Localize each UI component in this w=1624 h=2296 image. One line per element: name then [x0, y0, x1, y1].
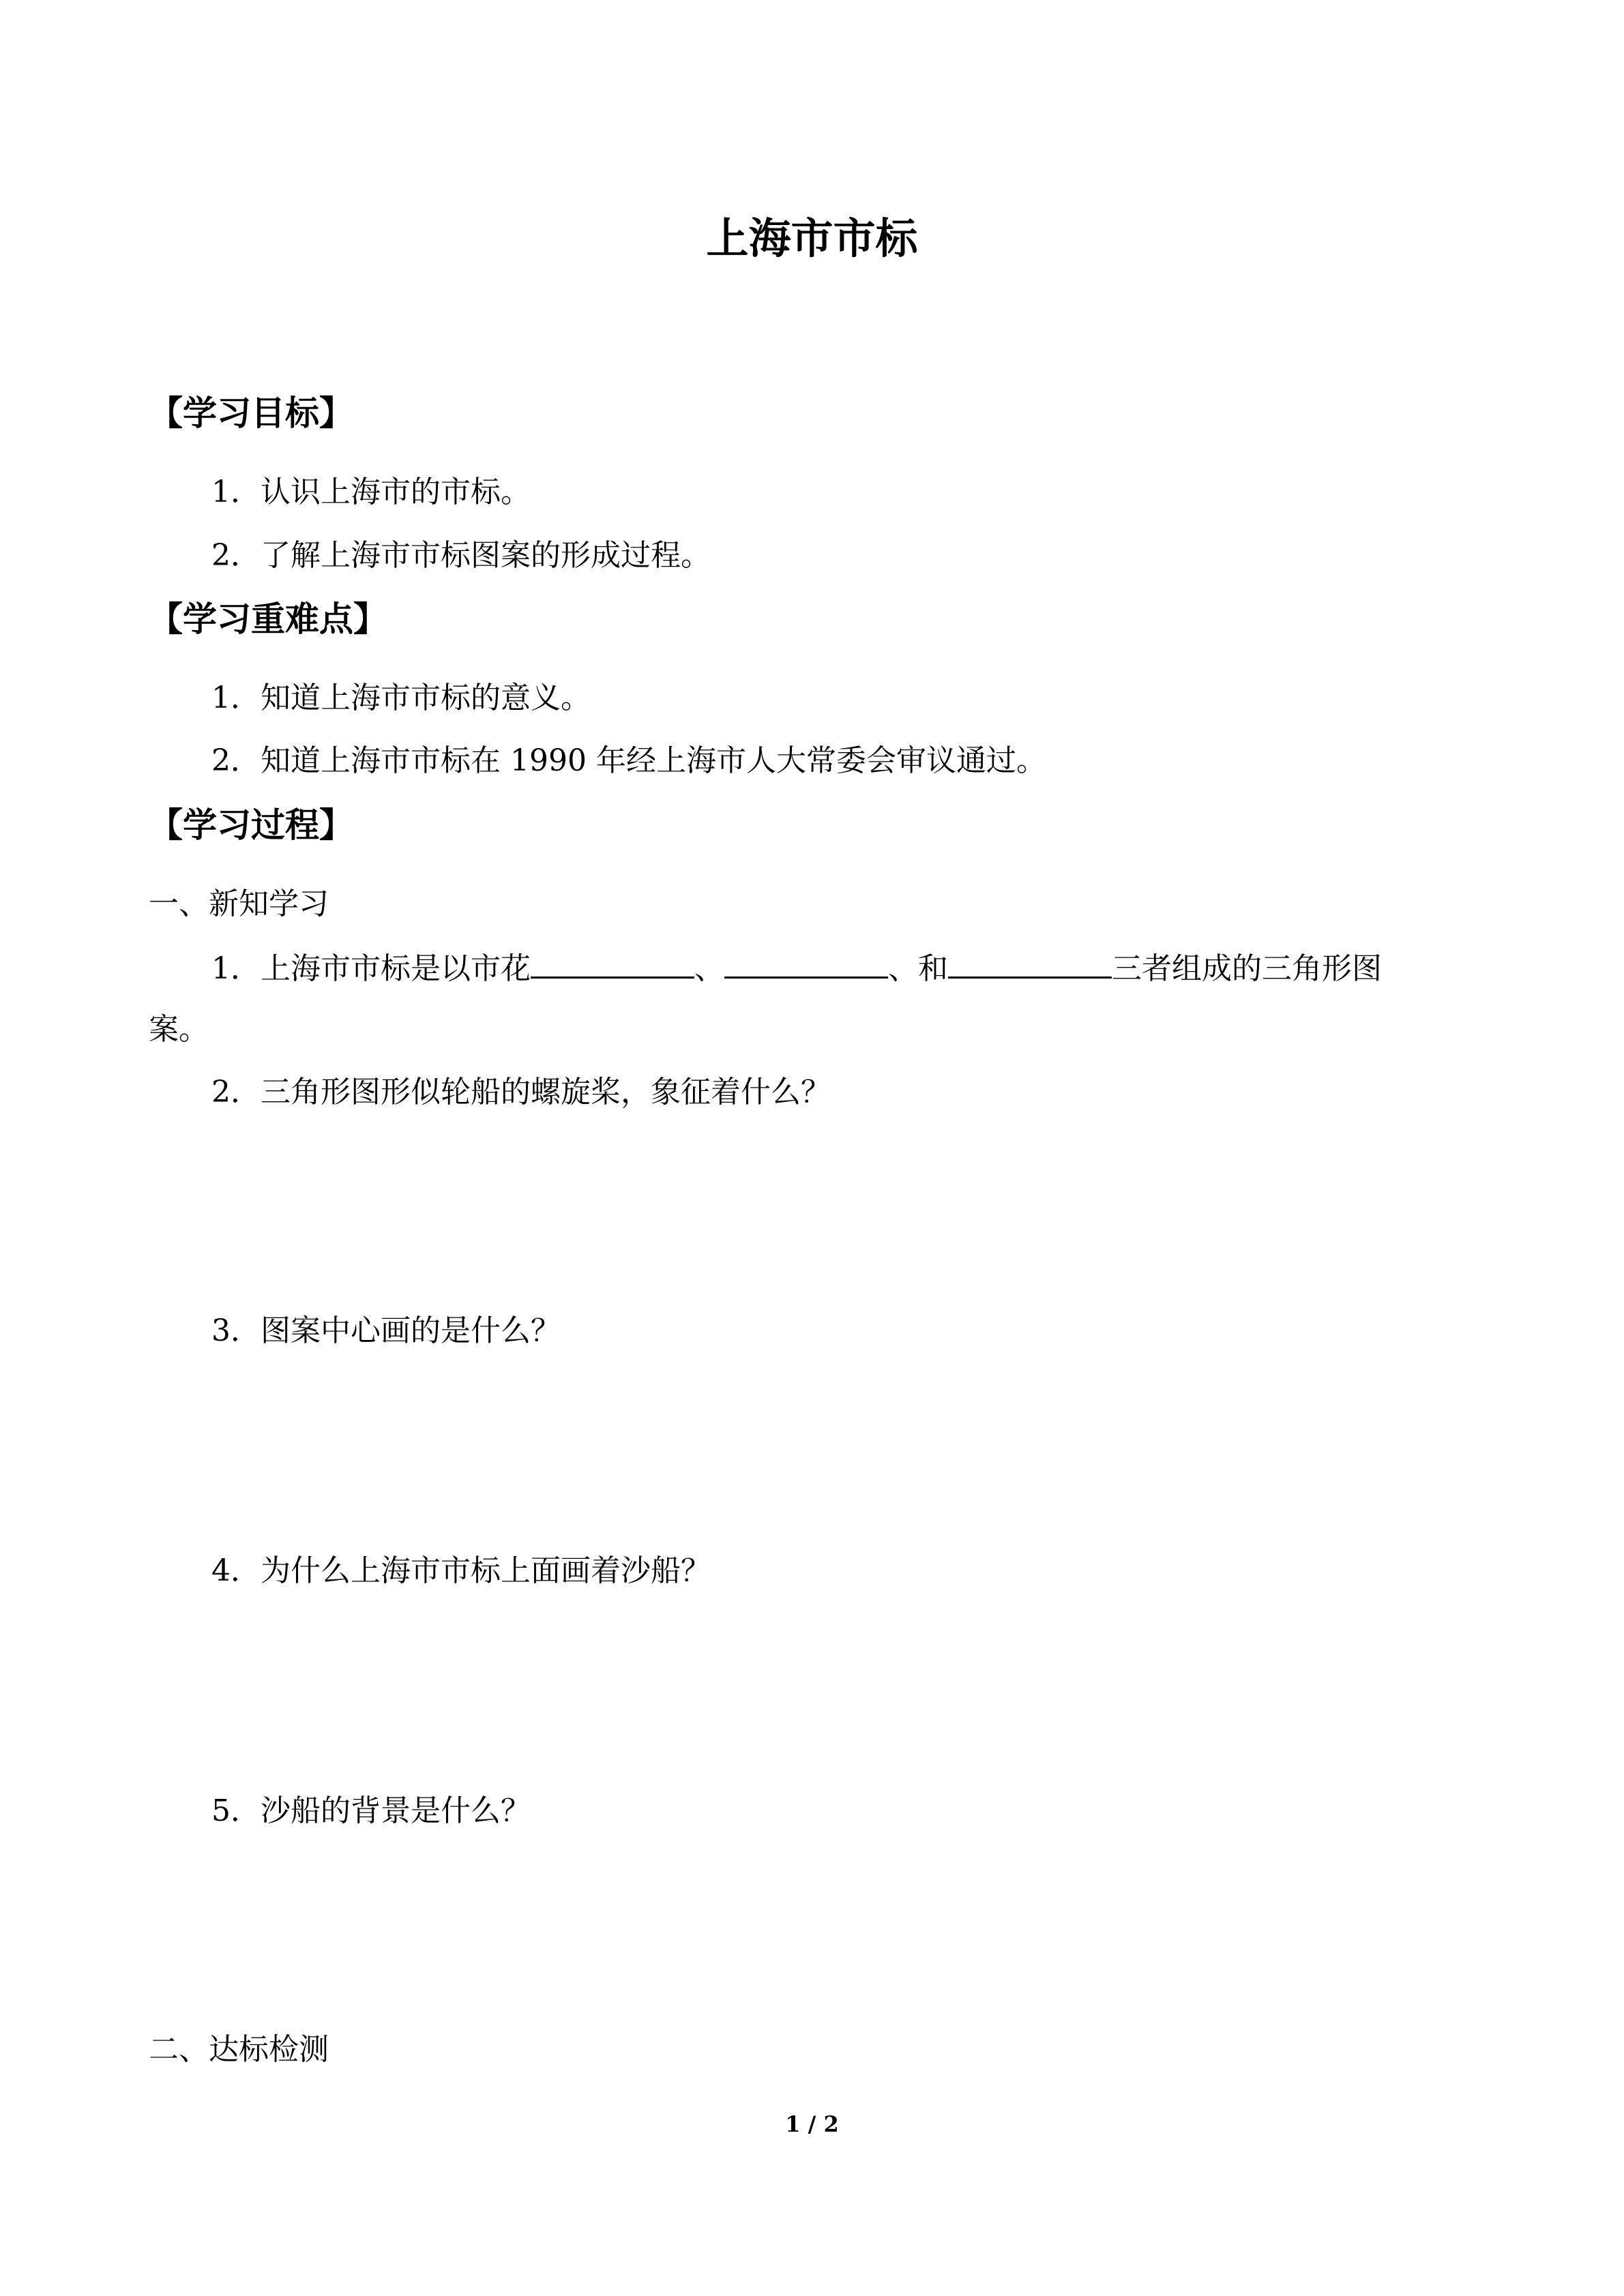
question-1-suffix: 三者组成的三角形图 — [1112, 951, 1382, 986]
question-1 — [211, 946, 1382, 989]
question-4: 4．为什么上海市市标上面画着沙船？ — [211, 1553, 711, 1588]
question-5: 5．沙船的背景是什么？ — [211, 1793, 531, 1828]
part2-title: 二、达标检测 — [149, 2032, 329, 2067]
page-title: 上海市市标 — [706, 213, 918, 263]
process-heading: 【学习过程】 — [149, 805, 353, 845]
question-1-continuation: 案。 — [149, 1012, 209, 1047]
question-1-sep1: 、 — [694, 951, 724, 986]
objectives-heading: 【学习目标】 — [149, 393, 353, 433]
answer-blank-1[interactable] — [531, 946, 694, 979]
question-3: 3．图案中心画的是什么？ — [211, 1313, 561, 1348]
page-number: 1 / 2 — [785, 2111, 839, 2137]
question-1-prefix: 1．上海市市标是以市花 — [211, 951, 531, 986]
key-point-item: 2．知道上海市市标在 1990 年经上海市人大常委会审议通过。 — [211, 743, 1046, 778]
answer-blank-3[interactable] — [948, 946, 1112, 979]
objective-item: 2．了解上海市市标图案的形成过程。 — [211, 538, 711, 573]
objective-item: 1．认识上海市的市标。 — [211, 475, 531, 509]
question-2: 2．三角形图形似轮船的螺旋桨，象征着什么？ — [211, 1075, 831, 1109]
key-point-item: 1．知道上海市市标的意义。 — [211, 681, 591, 715]
key-points-heading: 【学习重难点】 — [149, 599, 387, 639]
question-1-sep2: 、和 — [888, 951, 948, 986]
answer-blank-2[interactable] — [724, 946, 888, 979]
part1-title: 一、新知学习 — [149, 886, 329, 921]
